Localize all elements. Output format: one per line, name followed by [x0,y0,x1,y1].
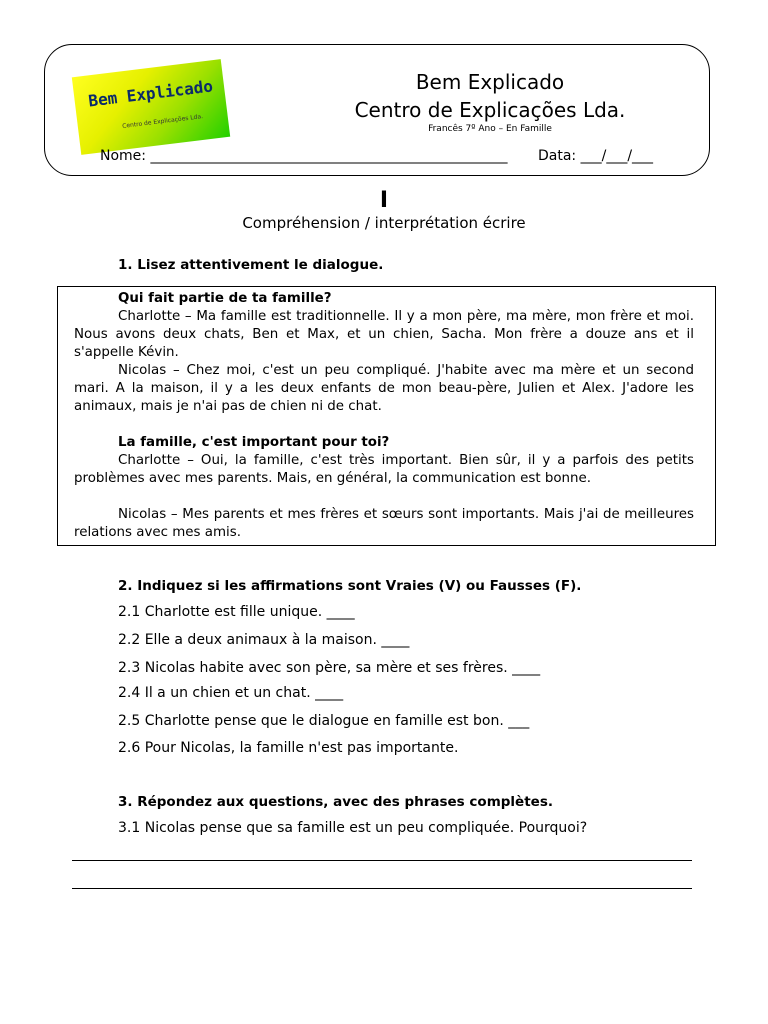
logo-title: Bem Explicado [87,76,214,111]
q2-item[interactable]: 2.2 Elle a deux animaux à la maison. ____ [118,632,410,648]
logo-subtitle: Centro de Explicações Lda. [121,113,204,130]
school-title: Bem Explicado [415,70,565,94]
dialogue-paragraph-3: Charlotte – Oui, la famille, c'est très important. Bien sûr, il y a parfois des petits problèmes avec mes parents. Mais, en général, la communication est bonne. [74,453,694,486]
name-label: Nome: [100,148,147,164]
q2-item[interactable]: 2.5 Charlotte pense que le dialogue en famille est bon. ___ [118,713,530,729]
q2-item[interactable]: 2.1 Charlotte est fille unique. ____ [118,604,355,620]
dialogue-heading-1: Qui fait partie de ta famille? [118,291,332,306]
date-label: Data: [538,148,577,164]
course-info: Francês 7º Ano – En Famille [428,124,552,134]
name-row [100,148,507,164]
section-number: I [379,188,389,213]
q3-instruction: 3. Répondez aux questions, avec des phrases complètes. [118,794,553,810]
answer-line[interactable] [72,888,692,889]
q3-item: 3.1 Nicolas pense que sa famille est un peu compliquée. Pourquoi? [118,820,588,836]
q1-instruction: 1. Lisez attentivement le dialogue. [118,257,384,273]
q2-item[interactable]: 2.3 Nicolas habite avec son père, sa mère et ses frères. ____ [118,660,541,676]
dialogue-paragraph-4: Nicolas – Mes parents et mes frères et sœurs sont importants. Mais j'ai de meilleures relations avec mes amis. [74,507,694,540]
name-field[interactable]: ___________________________________________________ [150,148,508,164]
school-company: Centro de Explicações Lda. [354,98,626,122]
dialogue-heading-2: La famille, c'est important pour toi? [118,435,390,450]
dialogue-paragraph-2: Nicolas – Chez moi, c'est un peu compliqué. J'habite avec ma mère et un second mari. A la maison, il y a les deux enfants de mon beau-père, Julien et Alex. J'adore les animaux, mais je n'ai pas de chien ni de chat. [74,363,694,414]
q2-item[interactable]: 2.4 Il a un chien et un chat. ____ [118,685,344,701]
q2-item[interactable]: 2.6 Pour Nicolas, la famille n'est pas importante. [118,740,459,756]
answer-line[interactable] [72,860,692,861]
date-row [538,148,653,164]
dialogue-paragraph-1: Charlotte – Ma famille est traditionnelle. Il y a mon père, ma mère, mon frère et moi. Nous avons deux chats, Ben et Max, et un chien, Sacha. Mon frère a douze ans et il s'appelle Kévin. [74,309,694,360]
logo [64,64,234,156]
q2-instruction: 2. Indiquez si les affirmations sont Vraies (V) ou Fausses (F). [118,578,582,594]
date-field[interactable]: ___/___/___ [580,148,654,164]
section-title: Compréhension / interprétation écrire [242,214,526,232]
